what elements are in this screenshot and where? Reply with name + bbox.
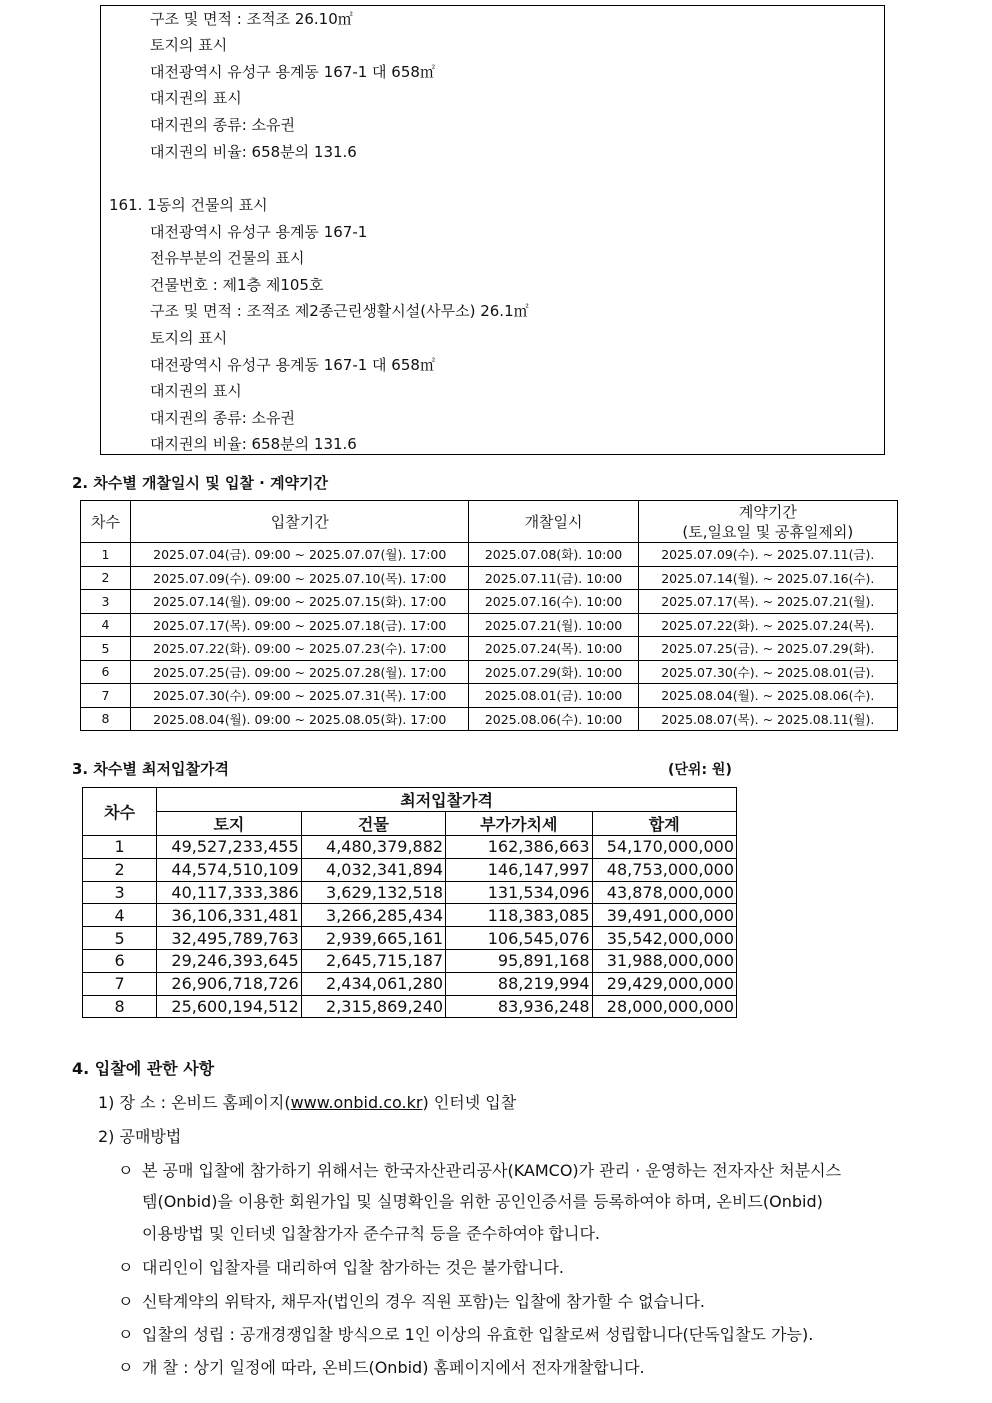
cell-contract-period: 2025.08.04(월). ~ 2025.08.06(수). bbox=[638, 684, 897, 708]
bullet-marker: ㅇ bbox=[118, 1258, 134, 1277]
table-row bbox=[81, 566, 898, 590]
cell-building: 3,629,132,518 bbox=[301, 881, 445, 904]
cell-open-date: 2025.07.08(화). 10:00 bbox=[469, 543, 638, 567]
box-line: 토지의 표시 bbox=[150, 36, 228, 54]
cell-contract-period: 2025.07.25(금). ~ 2025.07.29(화). bbox=[638, 637, 897, 661]
bullet1-line2: 템(Onbid)을 이용한 회원가입 및 실명확인을 위한 공인인증서를 등록하여야 하며, 온비드(Onbid) bbox=[142, 1192, 823, 1211]
property-description-box bbox=[100, 5, 885, 455]
cell-round: 6 bbox=[83, 949, 157, 972]
box-line: 161. 1동의 건물의 표시 bbox=[109, 196, 268, 214]
cell-land: 36,106,331,481 bbox=[157, 904, 301, 927]
header-vat: 부가가치세 bbox=[446, 812, 592, 836]
box-line: 구조 및 면적 : 조적조 제2종근린생활시설(사무소) 26.1㎡ bbox=[150, 302, 529, 320]
header-building: 건물 bbox=[301, 812, 445, 836]
cell-land: 32,495,789,763 bbox=[157, 927, 301, 950]
table-row bbox=[83, 927, 737, 950]
cell-open-date: 2025.08.06(수). 10:00 bbox=[469, 707, 638, 731]
cell-total: 29,429,000,000 bbox=[592, 972, 736, 995]
header-bid-period: 입찰기간 bbox=[131, 501, 469, 543]
bullet5: 개 찰 : 상기 일정에 따라, 온비드(Onbid) 홈페이지에서 전자개찰합니다. bbox=[142, 1358, 645, 1377]
header-round: 차수 bbox=[83, 788, 157, 836]
table-row bbox=[83, 972, 737, 995]
box-line: 전유부분의 건물의 표시 bbox=[150, 249, 305, 267]
min-price-table bbox=[82, 787, 737, 1018]
cell-contract-period: 2025.07.14(월). ~ 2025.07.16(수). bbox=[638, 566, 897, 590]
cell-open-date: 2025.08.01(금). 10:00 bbox=[469, 684, 638, 708]
table-row bbox=[83, 881, 737, 904]
cell-bid-period: 2025.08.04(월). 09:00 ~ 2025.08.05(화). 17:00 bbox=[131, 707, 469, 731]
table-row bbox=[81, 660, 898, 684]
box-line: 대지권의 비율: 658분의 131.6 bbox=[150, 435, 357, 453]
cell-total: 28,000,000,000 bbox=[592, 995, 736, 1018]
bullet1-line1: 본 공매 입찰에 참가하기 위해서는 한국자산관리공사(KAMCO)가 관리 · 운영하는 전자자산 처분시스 bbox=[142, 1161, 842, 1180]
schedule-table bbox=[80, 500, 898, 731]
table-row bbox=[83, 836, 737, 859]
cell-vat: 83,936,248 bbox=[446, 995, 592, 1018]
table-row bbox=[81, 707, 898, 731]
cell-round: 5 bbox=[83, 927, 157, 950]
box-line: 구조 및 면적 : 조적조 26.10㎡ bbox=[150, 10, 353, 28]
cell-land: 40,117,333,386 bbox=[157, 881, 301, 904]
table-row bbox=[83, 995, 737, 1018]
cell-total: 31,988,000,000 bbox=[592, 949, 736, 972]
cell-open-date: 2025.07.11(금). 10:00 bbox=[469, 566, 638, 590]
cell-total: 48,753,000,000 bbox=[592, 858, 736, 881]
cell-vat: 106,545,076 bbox=[446, 927, 592, 950]
cell-open-date: 2025.07.16(수). 10:00 bbox=[469, 590, 638, 614]
cell-land: 44,574,510,109 bbox=[157, 858, 301, 881]
cell-vat: 118,383,085 bbox=[446, 904, 592, 927]
header-land: 토지 bbox=[157, 812, 301, 836]
cell-round: 6 bbox=[81, 660, 131, 684]
box-line: 대전광역시 유성구 용계동 167-1 대 658㎡ bbox=[150, 63, 435, 81]
bullet-marker: ㅇ bbox=[118, 1161, 134, 1180]
cell-contract-period: 2025.08.07(목). ~ 2025.08.11(월). bbox=[638, 707, 897, 731]
cell-round: 7 bbox=[81, 684, 131, 708]
cell-round: 1 bbox=[83, 836, 157, 859]
cell-bid-period: 2025.07.17(목). 09:00 ~ 2025.07.18(금). 17:00 bbox=[131, 613, 469, 637]
cell-round: 2 bbox=[83, 858, 157, 881]
table-row bbox=[83, 949, 737, 972]
cell-vat: 95,891,168 bbox=[446, 949, 592, 972]
cell-total: 54,170,000,000 bbox=[592, 836, 736, 859]
cell-contract-period: 2025.07.30(수). ~ 2025.08.01(금). bbox=[638, 660, 897, 684]
section4-title: 4. 입찰에 관한 사항 bbox=[72, 1059, 215, 1078]
header-round: 차수 bbox=[81, 501, 131, 543]
bullet4: 입찰의 성립 : 공개경쟁입찰 방식으로 1인 이상의 유효한 입찰로써 성립합니다(단독입찰도 가능). bbox=[142, 1325, 814, 1344]
header-contract-period-line1: 계약기간 bbox=[738, 502, 797, 521]
header-contract-period-line2: (토,일요일 및 공휴일제외) bbox=[682, 522, 854, 541]
table-row bbox=[81, 684, 898, 708]
bullet-marker: ㅇ bbox=[118, 1292, 134, 1311]
cell-bid-period: 2025.07.04(금). 09:00 ~ 2025.07.07(월). 17:00 bbox=[131, 543, 469, 567]
table-row bbox=[83, 858, 737, 881]
bullet1-line3: 이용방법 및 인터넷 입찰참가자 준수규칙 등을 준수하여야 합니다. bbox=[142, 1224, 601, 1243]
box-line: 대전광역시 유성구 용계동 167-1 bbox=[150, 223, 368, 241]
cell-round: 1 bbox=[81, 543, 131, 567]
cell-open-date: 2025.07.29(화). 10:00 bbox=[469, 660, 638, 684]
bullet-marker: ㅇ bbox=[118, 1358, 134, 1377]
item1-suffix: ) 인터넷 입찰 bbox=[422, 1093, 517, 1112]
cell-bid-period: 2025.07.22(화). 09:00 ~ 2025.07.23(수). 17:00 bbox=[131, 637, 469, 661]
cell-building: 2,645,715,187 bbox=[301, 949, 445, 972]
cell-building: 4,032,341,894 bbox=[301, 858, 445, 881]
box-line: 토지의 표시 bbox=[150, 329, 228, 347]
cell-total: 43,878,000,000 bbox=[592, 881, 736, 904]
cell-round: 8 bbox=[83, 995, 157, 1018]
item1 bbox=[98, 1090, 516, 1113]
cell-total: 39,491,000,000 bbox=[592, 904, 736, 927]
box-line: 대지권의 표시 bbox=[150, 382, 242, 400]
cell-vat: 131,534,096 bbox=[446, 881, 592, 904]
header-total: 합계 bbox=[592, 812, 736, 836]
cell-round: 3 bbox=[81, 590, 131, 614]
cell-total: 35,542,000,000 bbox=[592, 927, 736, 950]
onbid-link[interactable]: www.onbid.co.kr bbox=[290, 1093, 423, 1112]
cell-vat: 146,147,997 bbox=[446, 858, 592, 881]
cell-building: 2,315,869,240 bbox=[301, 995, 445, 1018]
box-line: 대지권의 비율: 658분의 131.6 bbox=[150, 143, 357, 161]
section2-title: 2. 차수별 개찰일시 및 입찰 · 계약기간 bbox=[72, 474, 329, 492]
cell-round: 3 bbox=[83, 881, 157, 904]
box-line: 대지권의 종류: 소유권 bbox=[150, 409, 296, 427]
cell-contract-period: 2025.07.17(목). ~ 2025.07.21(월). bbox=[638, 590, 897, 614]
cell-bid-period: 2025.07.14(월). 09:00 ~ 2025.07.15(화). 17:00 bbox=[131, 590, 469, 614]
table-row bbox=[81, 590, 898, 614]
cell-bid-period: 2025.07.09(수). 09:00 ~ 2025.07.10(목). 17:00 bbox=[131, 566, 469, 590]
bullet-marker: ㅇ bbox=[118, 1325, 134, 1344]
cell-round: 4 bbox=[83, 904, 157, 927]
cell-open-date: 2025.07.21(월). 10:00 bbox=[469, 613, 638, 637]
cell-land: 26,906,718,726 bbox=[157, 972, 301, 995]
cell-bid-period: 2025.07.30(수). 09:00 ~ 2025.07.31(목). 17:00 bbox=[131, 684, 469, 708]
box-line: 건물번호 : 제1층 제105호 bbox=[150, 276, 324, 294]
table-row bbox=[81, 613, 898, 637]
cell-building: 3,266,285,434 bbox=[301, 904, 445, 927]
cell-building: 4,480,379,882 bbox=[301, 836, 445, 859]
cell-land: 49,527,233,455 bbox=[157, 836, 301, 859]
cell-contract-period: 2025.07.22(화). ~ 2025.07.24(목). bbox=[638, 613, 897, 637]
header-min-price: 최저입찰가격 bbox=[157, 788, 737, 812]
table-row bbox=[83, 904, 737, 927]
cell-round: 8 bbox=[81, 707, 131, 731]
cell-contract-period: 2025.07.09(수). ~ 2025.07.11(금). bbox=[638, 543, 897, 567]
header-open-date: 개찰일시 bbox=[469, 501, 638, 543]
cell-round: 2 bbox=[81, 566, 131, 590]
table-row bbox=[81, 637, 898, 661]
header-contract-period bbox=[638, 501, 897, 543]
table-row bbox=[81, 543, 898, 567]
cell-vat: 162,386,663 bbox=[446, 836, 592, 859]
box-line: 대지권의 표시 bbox=[150, 89, 242, 107]
cell-bid-period: 2025.07.25(금). 09:00 ~ 2025.07.28(월). 17:00 bbox=[131, 660, 469, 684]
item1-prefix: 1) 장 소 : 온비드 홈페이지( bbox=[98, 1093, 291, 1112]
section3-title: 3. 차수별 최저입찰가격 bbox=[72, 760, 229, 778]
cell-building: 2,434,061,280 bbox=[301, 972, 445, 995]
cell-round: 7 bbox=[83, 972, 157, 995]
cell-vat: 88,219,994 bbox=[446, 972, 592, 995]
bullet3: 신탁계약의 위탁자, 채무자(법인의 경우 직원 포함)는 입찰에 참가할 수 없습니다. bbox=[142, 1292, 706, 1311]
cell-building: 2,939,665,161 bbox=[301, 927, 445, 950]
box-line: 대전광역시 유성구 용계동 167-1 대 658㎡ bbox=[150, 356, 435, 374]
bullet2: 대리인이 입찰자를 대리하여 입찰 참가하는 것은 불가합니다. bbox=[142, 1258, 565, 1277]
cell-round: 4 bbox=[81, 613, 131, 637]
cell-open-date: 2025.07.24(목). 10:00 bbox=[469, 637, 638, 661]
unit-label: (단위: 원) bbox=[668, 762, 732, 778]
cell-land: 29,246,393,645 bbox=[157, 949, 301, 972]
cell-land: 25,600,194,512 bbox=[157, 995, 301, 1018]
box-line: 대지권의 종류: 소유권 bbox=[150, 116, 296, 134]
cell-round: 5 bbox=[81, 637, 131, 661]
item2: 2) 공매방법 bbox=[98, 1127, 182, 1146]
